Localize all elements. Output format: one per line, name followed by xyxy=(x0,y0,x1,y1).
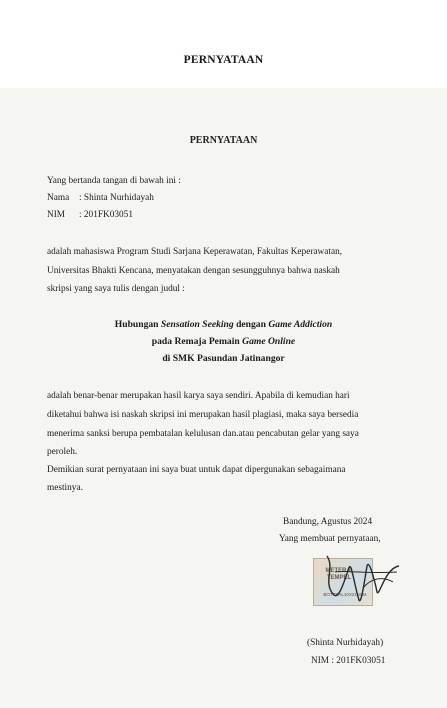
thesis-title-line-2: pada Remaja Pemain Game Online xyxy=(151,336,296,347)
paragraph-2-line-3: menerima sanksi berupa pembatalan kelulusan dan.atau pencabutan gelar yang saya xyxy=(47,429,359,439)
signature-area xyxy=(305,548,405,610)
paragraph-3-line-1: Demikian surat pernyataan ini saya buat untuk dapat dipergunakan sebagaimana xyxy=(47,465,346,475)
nama-label: Nama xyxy=(47,193,70,203)
signature-scribble xyxy=(305,548,405,610)
paragraph-1-line-3: skripsi yang saya tulis dengan judul : xyxy=(47,284,185,294)
paragraph-1-line-2: Universitas Bhakti Kencana, menyatakan dengan sesungguhnya bahwa naskah xyxy=(47,266,340,276)
paragraph-3-line-2: mestinya. xyxy=(47,483,83,493)
place-date: Bandung, Agustus 2024 xyxy=(283,517,373,527)
signer-name: (Shinta Nurhidayah) xyxy=(307,638,384,648)
stamp-code: BOTTEAL10X211884 xyxy=(323,592,367,597)
thesis-title-line-1: Hubungan Sensation Seeking dengan Game Addiction xyxy=(114,319,333,330)
paragraph-2-line-1: adalah benar-benar merupakan hasil karya saya sendiri. Apabila di kemudian hari xyxy=(47,391,350,401)
signer-nim: NIM : 201FK03051 xyxy=(311,656,386,666)
thesis-title-line-3: di SMK Pasundan Jatinangor xyxy=(162,353,285,364)
paragraph-1-line-1: adalah mahasiswa Program Studi Sarjana Keperawatan, Fakultas Keperawatan, xyxy=(47,247,343,257)
signer-caption: Yang membuat pernyataan, xyxy=(279,534,381,544)
nim-value: : 201FK03051 xyxy=(79,210,133,220)
page-heading: PERNYATAAN xyxy=(183,54,264,66)
paragraph-2-line-2: diketahui bahwa isi naskah skripsi ini merupakan hasil plagiasi, maka saya bersedia xyxy=(47,410,359,420)
intro-line: Yang bertanda tangan di bawah ini : xyxy=(47,176,181,186)
nim-label: NIM xyxy=(47,210,66,220)
stamp-label: METERAI TEMPEL xyxy=(325,568,353,581)
paragraph-2-line-4: peroleh. xyxy=(47,447,78,457)
document-title: PERNYATAAN xyxy=(189,135,258,146)
scanned-document xyxy=(0,88,447,708)
nama-value: : Shinta Nurhidayah xyxy=(79,193,154,203)
